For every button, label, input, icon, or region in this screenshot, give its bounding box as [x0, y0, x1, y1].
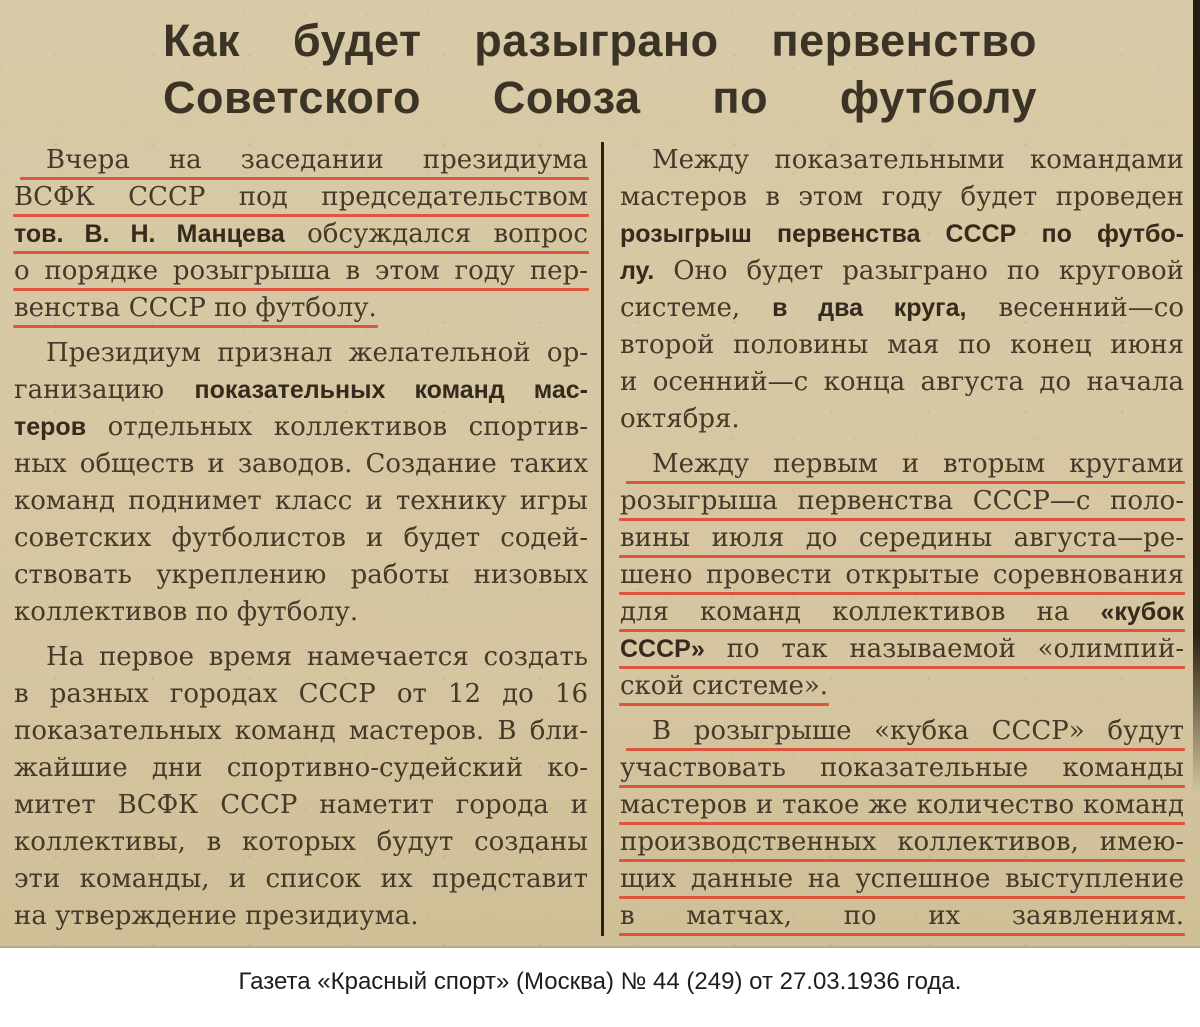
- article-line-underlined: [620, 861, 1184, 898]
- article-line: [14, 409, 588, 446]
- line-text: [14, 787, 588, 824]
- text-run: Между первым и вторым кругами: [652, 449, 1184, 479]
- paragraph: [620, 142, 1184, 438]
- line-text: [14, 142, 588, 179]
- bold-text-run: теров: [14, 413, 87, 441]
- line-text: [620, 483, 1184, 520]
- line-text: [620, 861, 1184, 898]
- text-run: мастеров в этом году будет проведен: [620, 182, 1184, 212]
- line-text: [620, 668, 828, 705]
- line-text: [14, 639, 588, 676]
- article-line: [620, 253, 1184, 290]
- text-run: Оно будет разыграно по круговой: [654, 256, 1184, 286]
- text-run: обсуждался вопрос: [284, 219, 588, 249]
- article-headline: [163, 12, 1037, 126]
- article-line-underlined: [620, 520, 1184, 557]
- text-run: для команд коллективов на: [620, 597, 1101, 627]
- text-run: в разных городах СССР от 12 до 16: [14, 679, 588, 709]
- line-text: [14, 898, 419, 935]
- text-run: розыгрыша первенства СССР—с поло-: [620, 486, 1184, 516]
- text-run: о порядке розыгрыша в этом году пер-: [14, 256, 588, 286]
- article-line: [14, 676, 588, 713]
- article-line: [620, 401, 1184, 438]
- article-line-underlined: [620, 898, 1184, 935]
- article-line-underlined: [620, 631, 1184, 668]
- line-text: [14, 750, 588, 787]
- bold-text-run: показательных команд мас-: [194, 376, 588, 404]
- text-run: и осенний—с конца августа до начала: [620, 367, 1184, 397]
- article-line: [14, 446, 588, 483]
- text-run: щих данные на успешное выступление: [620, 864, 1184, 894]
- article-line-underlined: [620, 824, 1184, 861]
- article-line: [14, 824, 588, 861]
- line-text: [14, 290, 377, 327]
- line-text: [620, 750, 1184, 787]
- article-line: [14, 713, 588, 750]
- line-text: [620, 327, 1184, 364]
- article-line-underlined: [620, 594, 1184, 631]
- text-run: команд поднимет класс и технику игры: [14, 486, 588, 516]
- article-line-underlined: [620, 483, 1184, 520]
- paragraph: [620, 446, 1184, 705]
- line-text: [14, 861, 588, 898]
- article-line: [620, 142, 1184, 179]
- text-run: вины июля до середины августа—ре-: [620, 523, 1184, 553]
- text-run: участвовать показательные команды: [620, 753, 1184, 783]
- line-text: [14, 676, 588, 713]
- article-line: [14, 594, 588, 631]
- article-line: [620, 179, 1184, 216]
- article-line: [14, 898, 588, 935]
- text-run: второй половины мая по конец июня: [620, 330, 1184, 360]
- line-text: [14, 372, 588, 409]
- article-line: [14, 335, 588, 372]
- line-text: [620, 594, 1184, 631]
- line-text: [620, 520, 1184, 557]
- line-text: [620, 216, 1184, 253]
- paragraph: [14, 142, 588, 327]
- text-run: ВСФК СССР под председательством: [14, 182, 588, 212]
- text-run: в матчах, по их заявлениям.: [620, 901, 1184, 931]
- line-text: [620, 824, 1184, 861]
- line-text: [620, 364, 1184, 401]
- article-line-underlined: [14, 142, 588, 179]
- bold-text-run: «кубок: [1100, 598, 1184, 626]
- line-text: [14, 179, 588, 216]
- article-line: [620, 327, 1184, 364]
- bold-text-run: в два круга,: [772, 294, 967, 322]
- article-column-left: [14, 142, 588, 943]
- text-run: жайшие дни спортивно-судейский ко-: [14, 753, 588, 783]
- text-run: производственных коллективов, имею-: [620, 827, 1184, 857]
- article-line-underlined: [620, 750, 1184, 787]
- text-run: Президиум признал желательной ор-: [46, 338, 588, 368]
- text-run: Между показательными командами: [652, 145, 1184, 175]
- text-run: эти команды, и список их представит: [14, 864, 588, 894]
- article-line-underlined: [620, 446, 1184, 483]
- text-run: показательных команд мастеров. В бли-: [14, 716, 588, 746]
- article-line: [14, 639, 588, 676]
- text-run: советских футболистов и будет содей-: [14, 523, 588, 553]
- column-divider-rule: [601, 142, 604, 936]
- article-line: [14, 372, 588, 409]
- article-line-underlined: [14, 216, 588, 253]
- text-run: ных обществ и заводов. Создание таких: [14, 449, 588, 479]
- text-run: В розыгрыше «кубка СССР» будут: [652, 716, 1184, 746]
- bold-text-run: розыгрыш первенства СССР по футбо-: [620, 220, 1184, 248]
- line-text: [14, 409, 588, 446]
- paragraph: [14, 335, 588, 631]
- article-line-underlined: [620, 787, 1184, 824]
- line-text: [14, 446, 588, 483]
- text-run: отдельных коллективов спортив-: [86, 412, 588, 442]
- article-line-underlined: [620, 557, 1184, 594]
- source-caption: Газета «Красный спорт» (Москва) № 44 (249) от 27.03.1936 года.: [238, 967, 962, 995]
- paragraph: [620, 713, 1184, 935]
- text-run: мастеров и такое же количество команд: [620, 790, 1184, 820]
- text-run: шено провести открытые соревнования: [620, 560, 1184, 590]
- line-text: [14, 253, 588, 290]
- line-text: [14, 335, 588, 372]
- line-text: [14, 216, 588, 253]
- article-line-underlined: [14, 179, 588, 216]
- caption-area: [0, 948, 1200, 1027]
- text-run: коллективов по футболу.: [14, 597, 359, 627]
- bold-text-run: лу.: [620, 257, 655, 285]
- line-text: [14, 594, 358, 631]
- article-line: [14, 750, 588, 787]
- clipping-torn-edge: [1193, 0, 1200, 792]
- text-run: на утверждение президиума.: [14, 901, 419, 931]
- article-line-underlined: [620, 668, 1184, 705]
- paragraph: [14, 639, 588, 935]
- line-text: [620, 290, 1184, 327]
- line-text: [14, 713, 588, 750]
- line-text: [620, 557, 1184, 594]
- line-text: [620, 713, 1184, 750]
- headline-line-1: Как будет разыграно первенство: [163, 15, 1037, 66]
- article-line-underlined: [620, 713, 1184, 750]
- line-text: [620, 898, 1184, 935]
- line-text: [14, 557, 588, 594]
- line-text: [620, 631, 1184, 668]
- article-column-right: [620, 142, 1184, 943]
- text-run: На первое время намечается создать: [46, 642, 588, 672]
- article-line: [14, 557, 588, 594]
- text-run: октября.: [620, 404, 740, 434]
- line-text: [14, 483, 588, 520]
- text-run: коллективы, в которых будут созданы: [14, 827, 588, 857]
- article-line: [620, 364, 1184, 401]
- article-line-underlined: [14, 290, 588, 327]
- text-run: ской системе».: [620, 671, 829, 701]
- article-line: [14, 483, 588, 520]
- text-run: Вчера на заседании президиума: [46, 145, 588, 175]
- article-line-underlined: [14, 253, 588, 290]
- text-run: системе,: [620, 293, 773, 323]
- line-text: [620, 787, 1184, 824]
- text-run: весенний—со: [966, 293, 1184, 323]
- text-run: венства СССР по футболу.: [14, 293, 377, 323]
- line-text: [620, 401, 740, 438]
- article-line: [620, 290, 1184, 327]
- line-text: [14, 520, 588, 557]
- text-run: по так называемой «олимпий-: [704, 634, 1184, 664]
- headline-line-2: Советского Союза по футболу: [163, 72, 1037, 123]
- line-text: [620, 253, 1184, 290]
- article-line: [620, 216, 1184, 253]
- text-run: ствовать укреплению работы низовых: [14, 560, 588, 590]
- text-run: ганизацию: [14, 375, 195, 405]
- article-line: [14, 520, 588, 557]
- text-run: митет ВСФК СССР наметит города и: [14, 790, 588, 820]
- line-text: [620, 179, 1184, 216]
- bold-text-run: СССР»: [620, 635, 705, 663]
- line-text: [620, 142, 1184, 179]
- bold-text-run: тов. В. Н. Манцева: [14, 220, 285, 248]
- article-line: [14, 861, 588, 898]
- article-line: [14, 787, 588, 824]
- line-text: [620, 446, 1184, 483]
- line-text: [14, 824, 588, 861]
